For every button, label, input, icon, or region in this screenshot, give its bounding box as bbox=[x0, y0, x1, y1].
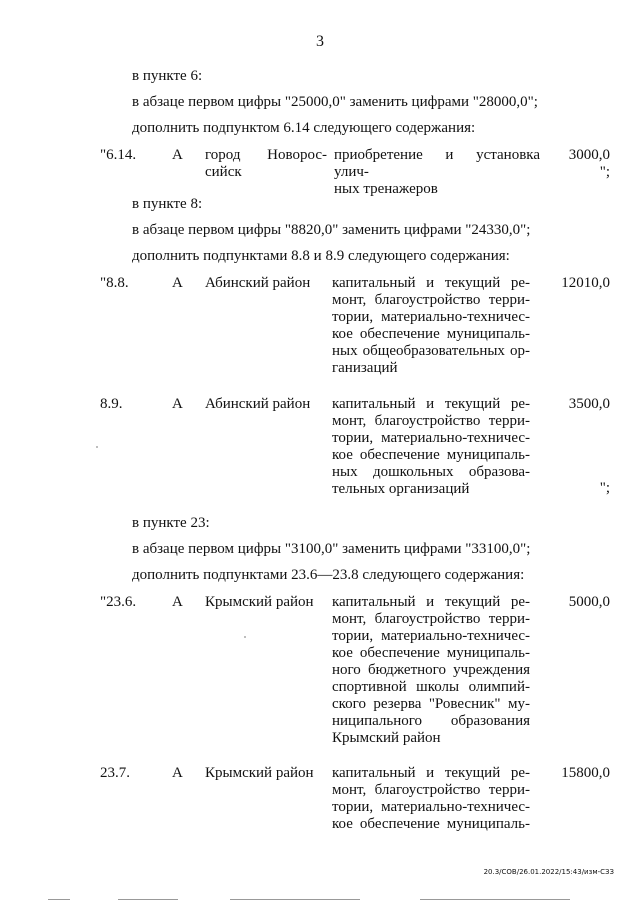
scan-artifact-line bbox=[118, 899, 178, 900]
description-line: ского резерва "Ровесник" му- bbox=[332, 696, 530, 712]
amendment-heading: в пункте 8: bbox=[132, 196, 203, 212]
description-line: тории, материально-техничес- bbox=[332, 799, 530, 815]
row-number: "23.6. bbox=[100, 594, 137, 610]
row-amount: 12010,0 bbox=[561, 275, 610, 291]
description-line: монт, благоустройство терри- bbox=[332, 292, 530, 308]
description-line: приобретение и установка улич- bbox=[334, 147, 540, 180]
description-line: ных тренажеров bbox=[334, 181, 438, 197]
scan-artifact-line bbox=[230, 899, 360, 900]
description-line: кое обеспечение муниципаль- bbox=[332, 447, 530, 463]
description-line: Крымский район bbox=[332, 730, 441, 746]
amendment-paragraph: в абзаце первом цифры "25000,0" заменить цифрами "28000,0"; bbox=[132, 94, 538, 110]
amendment-heading: в пункте 23: bbox=[132, 515, 210, 531]
description-line: ных дошкольных образова- bbox=[332, 464, 530, 480]
amendment-paragraph: дополнить подпунктами 8.8 и 8.9 следующего содержания: bbox=[132, 248, 510, 264]
row-amount: 15800,0 bbox=[561, 765, 610, 781]
row-group: А bbox=[172, 275, 183, 291]
row-amount: 5000,0 bbox=[568, 594, 610, 610]
scan-artifact-line bbox=[48, 899, 70, 900]
closing-quote: "; bbox=[599, 164, 610, 180]
description-line: капитальный и текущий ре- bbox=[332, 594, 530, 610]
amendment-paragraph: в абзаце первом цифры "8820,0" заменить цифрами "24330,0"; bbox=[132, 222, 531, 238]
description-line: монт, благоустройство терри- bbox=[332, 611, 530, 627]
description-line: тории, материально-техничес- bbox=[332, 309, 530, 325]
description-line: кое обеспечение муниципаль- bbox=[332, 326, 530, 342]
description-line: капитальный и текущий ре- bbox=[332, 765, 530, 781]
description-line: капитальный и текущий ре- bbox=[332, 396, 530, 412]
row-number: "8.8. bbox=[100, 275, 129, 291]
row-group: А bbox=[172, 594, 183, 610]
amendment-paragraph: дополнить подпунктами 23.6—23.8 следующего содержания: bbox=[132, 567, 525, 583]
row-number: "6.14. bbox=[100, 147, 137, 163]
row-description bbox=[332, 765, 530, 833]
description-line: капитальный и текущий ре- bbox=[332, 275, 530, 291]
row-territory bbox=[205, 147, 327, 181]
territory-line: сийск bbox=[205, 164, 242, 180]
row-description bbox=[334, 147, 540, 198]
description-line: ных общеобразовательных ор- bbox=[332, 343, 530, 359]
document-stamp: 20.3/СОВ/26.01.2022/15:43/изм-СЗЗ bbox=[483, 868, 614, 876]
description-line: тории, материально-техничес- bbox=[332, 628, 530, 644]
row-territory: Абинский район bbox=[205, 275, 311, 291]
row-territory: Абинский район bbox=[205, 396, 311, 412]
description-line: кое обеспечение муниципаль- bbox=[332, 645, 530, 661]
row-description bbox=[332, 396, 530, 498]
description-line: тории, материально-техничес- bbox=[332, 430, 530, 446]
amendment-heading: в пункте 6: bbox=[132, 68, 203, 84]
description-line: спортивной школы олимпий- bbox=[332, 679, 530, 695]
scan-speck bbox=[96, 446, 98, 448]
description-line: кое обеспечение муниципаль- bbox=[332, 816, 530, 832]
row-description bbox=[332, 275, 530, 377]
closing-quote: "; bbox=[599, 480, 610, 496]
description-line: монт, благоустройство терри- bbox=[332, 782, 530, 798]
scan-speck bbox=[244, 636, 246, 638]
territory-line: город Новорос- bbox=[205, 147, 327, 163]
row-group: А bbox=[172, 765, 183, 781]
page-number: 3 bbox=[316, 33, 324, 50]
row-amount: 3000,0 bbox=[568, 147, 610, 163]
row-group: А bbox=[172, 147, 183, 163]
description-line: тельных организаций bbox=[332, 481, 470, 497]
row-amount: 3500,0 bbox=[568, 396, 610, 412]
row-description bbox=[332, 594, 530, 747]
description-line: монт, благоустройство терри- bbox=[332, 413, 530, 429]
scan-artifact-line bbox=[420, 899, 570, 900]
description-line: ниципального образования bbox=[332, 713, 530, 729]
description-line: ного бюджетного учреждения bbox=[332, 662, 530, 678]
row-number: 23.7. bbox=[100, 765, 130, 781]
row-territory: Крымский район bbox=[205, 594, 314, 610]
amendment-paragraph: дополнить подпунктом 6.14 следующего содержания: bbox=[132, 120, 476, 136]
row-number: 8.9. bbox=[100, 396, 123, 412]
row-territory: Крымский район bbox=[205, 765, 314, 781]
row-group: А bbox=[172, 396, 183, 412]
amendment-paragraph: в абзаце первом цифры "3100,0" заменить цифрами "33100,0"; bbox=[132, 541, 531, 557]
description-line: ганизаций bbox=[332, 360, 398, 376]
